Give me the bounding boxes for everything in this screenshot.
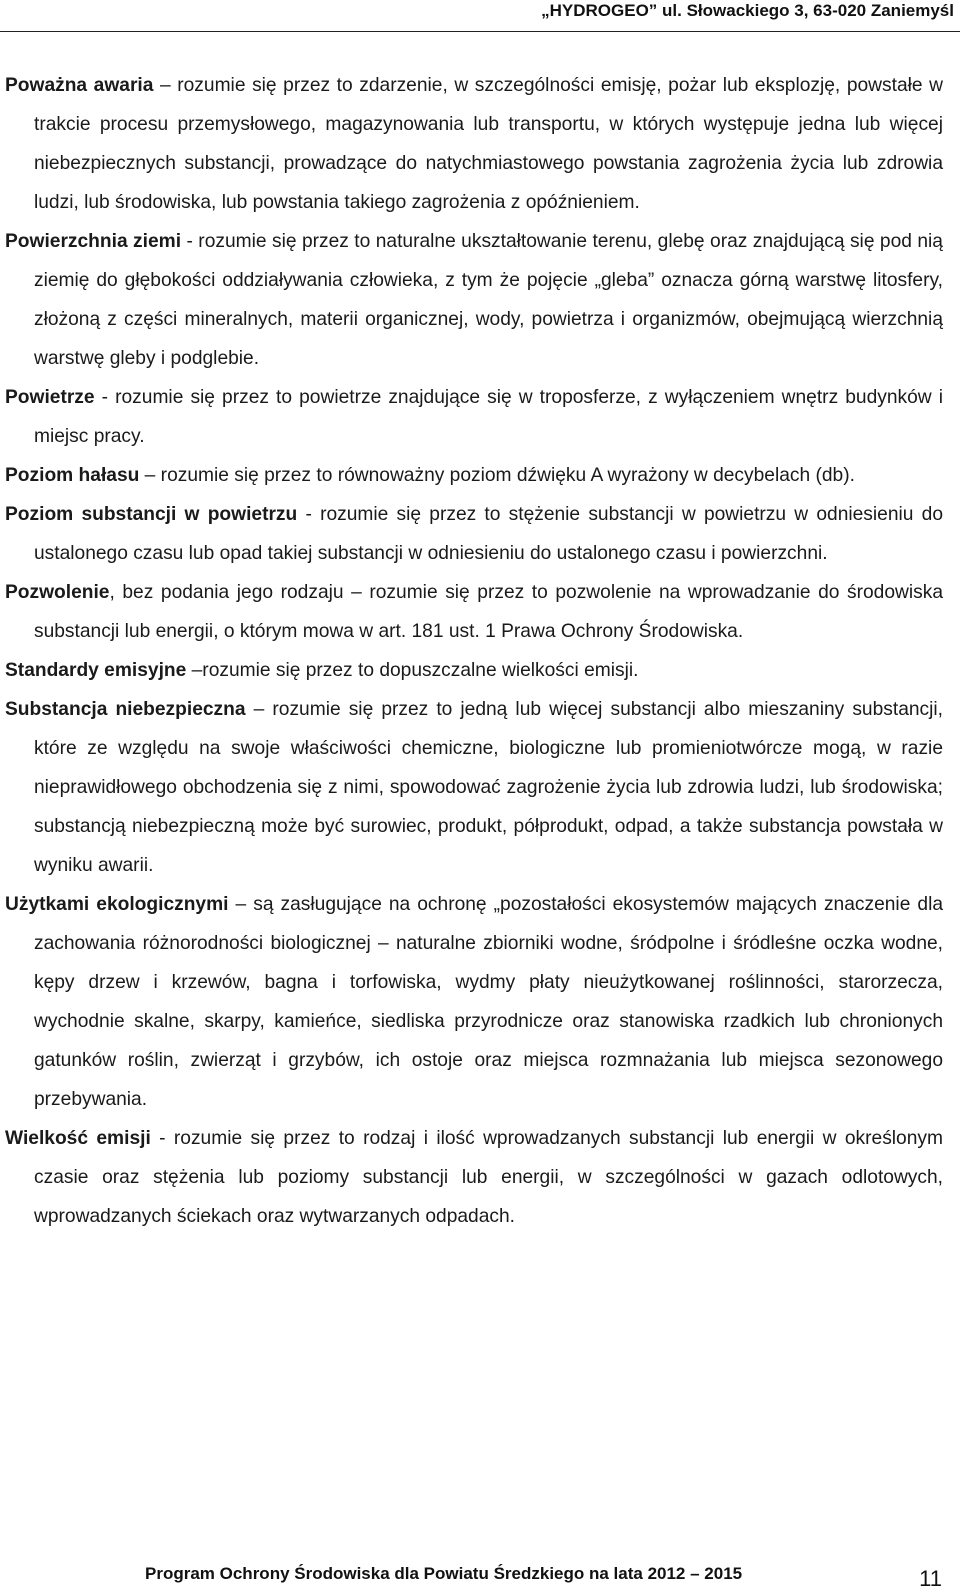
definition-text: – rozumie się przez to zdarzenie, w szczególności emisję, pożar lub eksplozję, powstałe w trakcie procesu przemysłowego, magazynowania lub transportu, w których występuje jedna lub więcej niebezpiecznych substancji, prowadzące do natychmiastowego powstania zagrożenia życia lub zdrowia ludzi, lub środowiska, lub powstania takiego zagrożenia z opóźnieniem.	[34, 75, 943, 213]
definition-term: Poziom substancji w powietrzu	[5, 504, 298, 525]
definition-text: - rozumie się przez to powietrze znajdujące się w troposferze, z wyłączeniem wnętrz budynków i miejsc pracy.	[34, 387, 943, 447]
definition-term: Poziom hałasu	[5, 465, 140, 486]
definition-term: Użytkami ekologicznymi	[5, 894, 229, 915]
definition-text: – są zasługujące na ochronę „pozostałości ekosystemów mających znaczenie dla zachowania różnorodności biologicznej – naturalne zbiorniki wodne, śródpolne i śródleśne oczka wodne, kępy drzew i krzewów, bagna i torfowiska, wydmy płaty nieużytkowanej roślinności, starorzecza, wychodnie skalne, skarpy, kamieńce, siedliska przyrodnicze oraz stanowiska rzadkich lub chronionych gatunków roślin, zwierząt i grzybów, ich ostoje oraz miejsca rozmnażania lub miejsca sezonowego przebywania.	[34, 894, 944, 1110]
definition-text: , bez podania jego rodzaju – rozumie się przez to pozwolenie na wprowadzanie do środowiska substancji lub energii, o którym mowa w art. 181 ust. 1 Prawa Ochrony Środowiska.	[34, 582, 943, 642]
definition-text: - rozumie się przez to stężenie substancji w powietrzu w odniesieniu do ustalonego czasu lub opad takiej substancji w odniesieniu do ustalonego czasu i powierzchni.	[34, 504, 943, 564]
page-header: „HYDROGEO” ul. Słowackiego 3, 63-020 Zaniemyśl	[541, 1, 954, 20]
definition-entry	[5, 885, 943, 1119]
definition-entry	[5, 456, 943, 495]
definition-entry	[5, 1119, 943, 1236]
definition-term: Standardy emisyjne	[5, 660, 187, 681]
definition-text: - rozumie się przez to rodzaj i ilość wprowadzanych substancji lub energii w określonym czasie oraz stężenia lub poziomy substancji lub energii, w szczególności w gazach odlotowych, wprowadzanych ściekach oraz wytwarzanych odpadach.	[34, 1128, 943, 1227]
header-divider	[0, 31, 960, 32]
definition-entry	[5, 66, 943, 222]
definition-entry	[5, 690, 943, 885]
definition-term: Substancja niebezpieczna	[5, 699, 246, 720]
definition-term: Pozwolenie	[5, 582, 110, 603]
definition-text: - rozumie się przez to naturalne ukształtowanie terenu, glebę oraz znajdującą się pod nią ziemię do głębokości oddziaływania człowieka, z tym że pojęcie „gleba” oznacza górną warstwę litosfery, złożoną z części mineralnych, materii organicznej, wody, powietrza i organizmów, obejmującą wierzchnią warstwę gleby i podglebie.	[34, 231, 943, 369]
definition-term: Powietrze	[5, 387, 95, 408]
definition-entry	[5, 378, 943, 456]
definition-term: Poważna awaria	[5, 75, 154, 96]
definition-entry	[5, 222, 943, 378]
page-footer	[0, 1553, 960, 1593]
definition-text: – rozumie się przez to jedną lub więcej substancji albo mieszaniny substancji, które ze względu na swoje właściwości chemiczne, biologiczne lub promieniotwórcze mogą, w razie nieprawidłowego obchodzenia się z nimi, spowodować zagrożenie życia lub zdrowia ludzi, lub środowiska; substancją niebezpieczną może być surowiec, produkt, półprodukt, odpad, a także substancja powstała w wyniku awarii.	[34, 699, 943, 876]
page-number: 11	[919, 1566, 942, 1591]
definition-entry	[5, 651, 943, 690]
definition-term: Wielkość emisji	[5, 1128, 151, 1149]
definition-entry	[5, 573, 943, 651]
definition-text: –rozumie się przez to dopuszczalne wielkości emisji.	[186, 660, 639, 681]
definition-text: – rozumie się przez to równoważny poziom dźwięku A wyrażony w decybelach (db).	[139, 465, 855, 486]
definitions-list	[5, 66, 943, 1236]
definition-term: Powierzchnia ziemi	[5, 231, 182, 252]
footer-title: Program Ochrony Środowiska dla Powiatu Średzkiego na lata 2012 – 2015	[145, 1564, 743, 1583]
definition-entry	[5, 495, 943, 573]
